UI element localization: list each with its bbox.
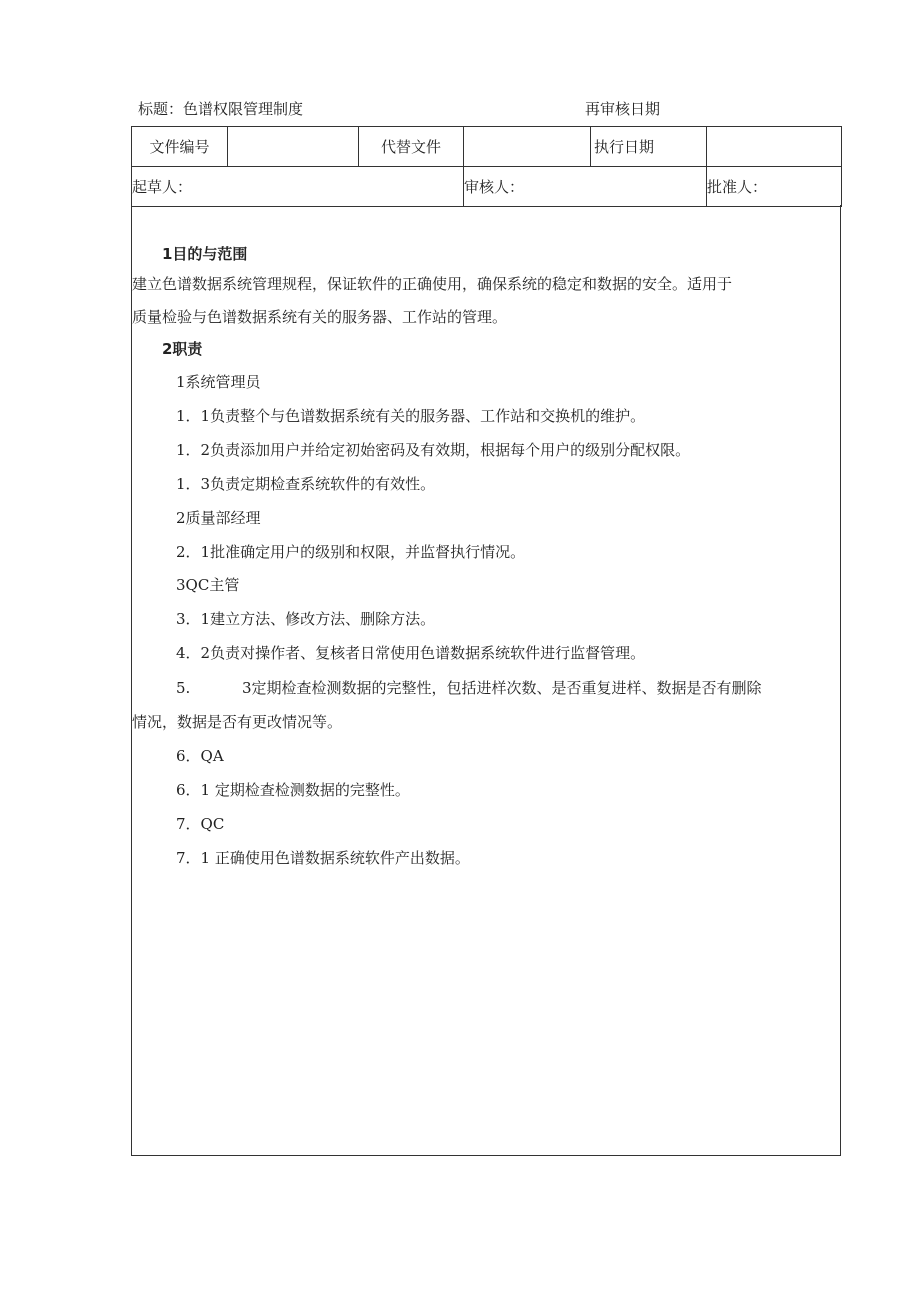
replace-document-value xyxy=(464,127,591,167)
file-number-label: 文件编号 xyxy=(132,127,228,167)
item-number: 5. xyxy=(176,679,191,697)
document-title: 标题：色谱权限管理制度 xyxy=(138,100,304,118)
paragraph-line: 3．1建立方法、修改方法、删除方法。 xyxy=(176,610,436,628)
approver-field: 批准人： xyxy=(707,167,842,207)
section-heading: 1目的与范围 xyxy=(162,245,248,263)
role-heading: 3QC主管 xyxy=(176,576,240,594)
document-header-table xyxy=(131,126,842,207)
replace-document-label: 代替文件 xyxy=(359,127,464,167)
role-heading: 6．QA xyxy=(176,747,224,765)
document-body xyxy=(131,205,841,1156)
paragraph-line: 质量检验与色谱数据系统有关的服务器、工作站的管理。 xyxy=(132,308,508,326)
paragraph-line: 1．1负责整个与色谱数据系统有关的服务器、工作站和交换机的维护。 xyxy=(176,407,646,425)
file-number-value xyxy=(228,127,359,167)
review-date-label: 再审核日期 xyxy=(585,100,661,118)
paragraph-line xyxy=(176,677,762,698)
section-heading: 2职责 xyxy=(162,340,203,358)
paragraph-line: 4．2负责对操作者、复核者日常使用色谱数据系统软件进行监督管理。 xyxy=(176,644,646,662)
role-heading: 1系统管理员 xyxy=(176,373,261,391)
paragraph-line: 2．1批准确定用户的级别和权限，并监督执行情况。 xyxy=(176,543,526,561)
reviewer-field: 审核人： xyxy=(464,167,707,207)
execution-date-label: 执行日期 xyxy=(591,127,707,167)
paragraph-line: 1．3负责定期检查系统软件的有效性。 xyxy=(176,475,436,493)
paragraph-line: 建立色谱数据系统管理规程，保证软件的正确使用，确保系统的稳定和数据的安全。适用于 xyxy=(132,275,733,293)
paragraph-line: 1．2负责添加用户并给定初始密码及有效期，根据每个用户的级别分配权限。 xyxy=(176,441,691,459)
paragraph-line: 6．1 定期检查检测数据的完整性。 xyxy=(176,781,410,799)
item-text: 3定期检查检测数据的完整性，包括进样次数、是否重复进样、数据是否有删除 xyxy=(242,679,762,697)
table-row xyxy=(132,127,842,167)
drafter-field: 起草人： xyxy=(132,167,464,207)
table-row xyxy=(132,167,842,207)
paragraph-line: 情况，数据是否有更改情况等。 xyxy=(132,713,343,731)
execution-date-value xyxy=(707,127,842,167)
role-heading: 2质量部经理 xyxy=(176,509,261,527)
role-heading: 7．QC xyxy=(176,815,225,833)
paragraph-line: 7．1 正确使用色谱数据系统软件产出数据。 xyxy=(176,849,470,867)
